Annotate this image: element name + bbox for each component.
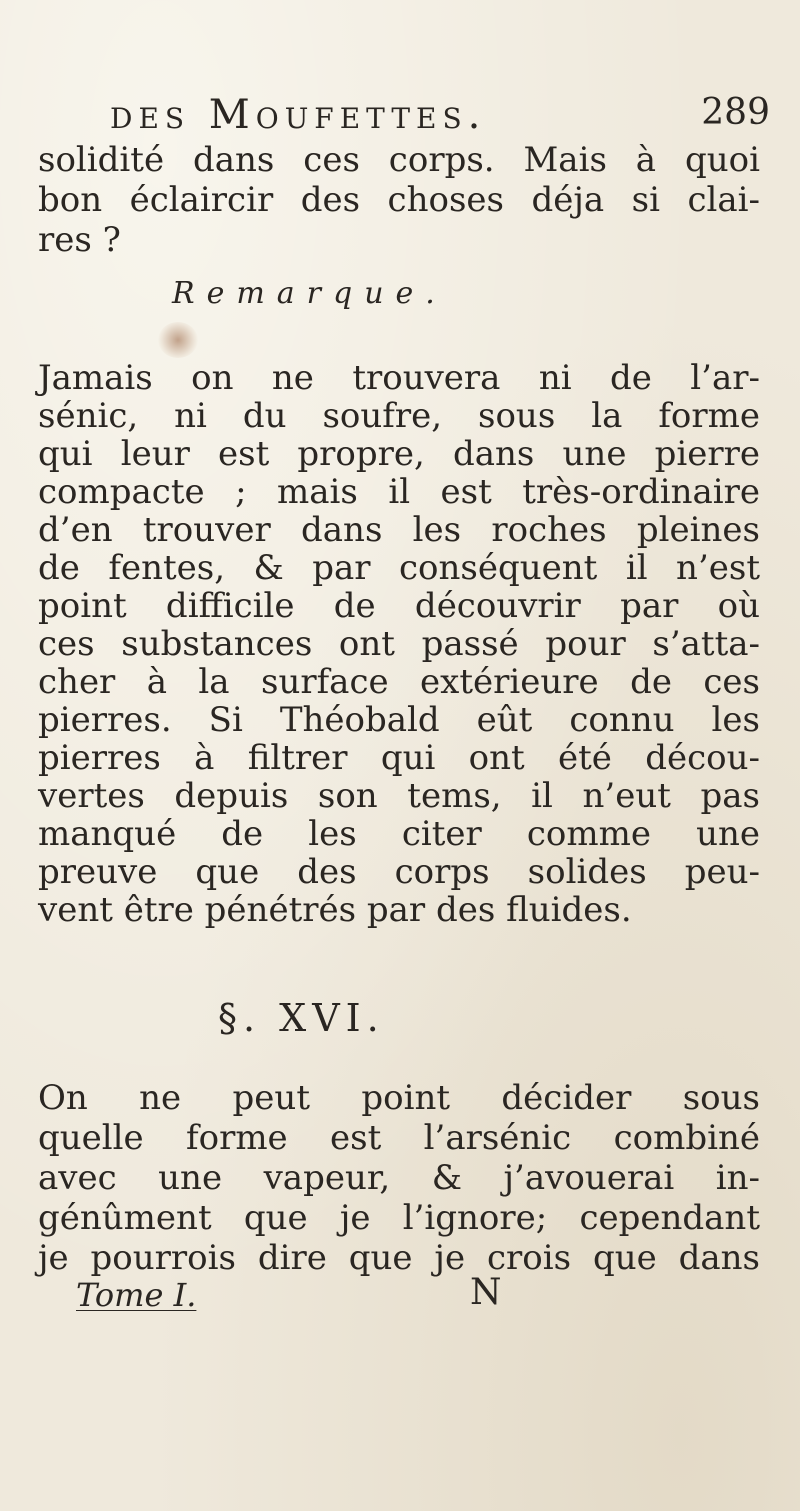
ornament-icon	[158, 322, 198, 358]
text-line: avec une vapeur, & j’avouerai in-	[38, 1158, 760, 1198]
page-header	[110, 92, 770, 142]
signature-mark: N	[470, 1272, 502, 1313]
text-line: pierres. Si Théobald eût connu les	[38, 700, 760, 740]
text-line: sénic, ni du soufre, sous la forme	[38, 396, 760, 436]
text-line: compacte ; mais il est très-ordinaire	[38, 472, 760, 512]
text-line: ces substances ont passé pour s’atta-	[38, 624, 760, 664]
text-line: vertes depuis son tems, il n’eut pas	[38, 776, 760, 816]
text-line: preuve que des corps solides peu-	[38, 852, 760, 892]
text-line: point difficile de découvrir par où	[38, 586, 760, 626]
text-line: je pourrois dire que je crois que dans	[38, 1238, 760, 1278]
text-line: de fentes, & par conséquent il n’est	[38, 548, 760, 588]
text-line: manqué de les citer comme une	[38, 814, 760, 854]
text-line: vent être pénétrés par des fluides.	[38, 890, 632, 930]
remarque-heading: Remarque.	[172, 276, 447, 311]
text-line: Jamais on ne trouvera ni de l’ar-	[38, 358, 760, 398]
text-line: solidité dans ces corps. Mais à quoi	[38, 140, 760, 180]
running-head: des Moufettes.	[110, 92, 487, 138]
text-line: d’en trouver dans les roches pleines	[38, 510, 760, 550]
text-line: quelle forme est l’arsénic combiné	[38, 1118, 760, 1158]
text-line: bon éclaircir des choses déja si clai-	[38, 180, 760, 220]
text-line: qui leur est propre, dans une pierre	[38, 434, 760, 474]
footer-tome: Tome I.	[76, 1276, 197, 1314]
text-line: cher à la surface extérieure de ces	[38, 662, 760, 702]
text-line: génûment que je l’ignore; cependant	[38, 1198, 760, 1238]
text-line: On ne peut point décider sous	[38, 1078, 760, 1118]
text-line: pierres à filtrer qui ont été décou-	[38, 738, 760, 778]
section-heading: §. XVI.	[218, 996, 385, 1040]
text-line: res ?	[38, 220, 121, 260]
page-number: 289	[701, 92, 770, 133]
